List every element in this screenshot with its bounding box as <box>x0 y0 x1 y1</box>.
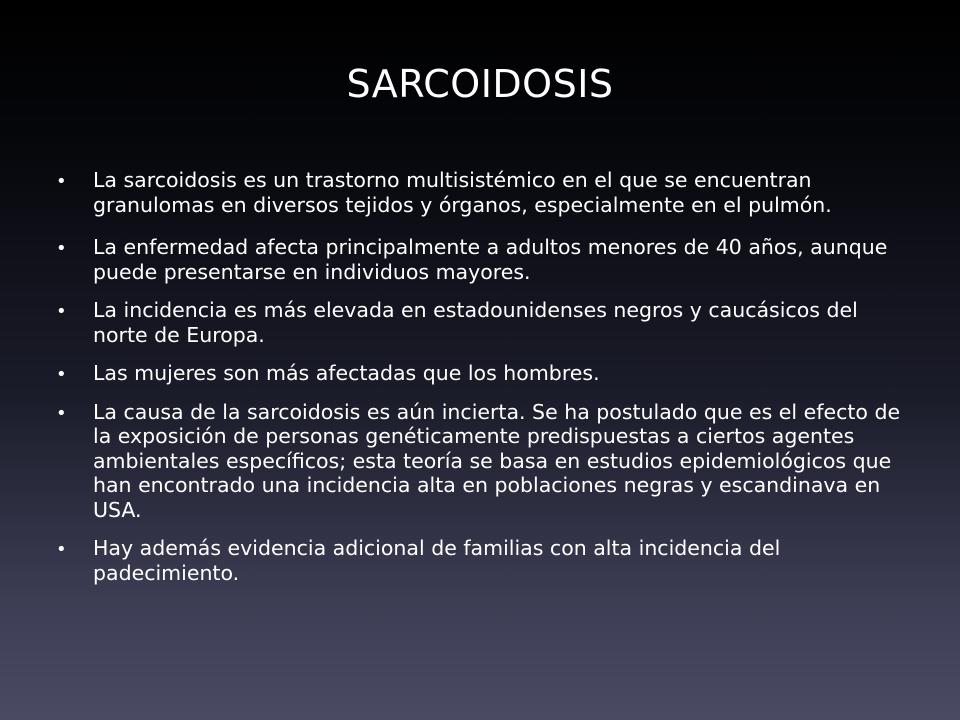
bullet-item <box>56 400 906 523</box>
bullet-item <box>56 298 906 347</box>
bullet-text: Hay además evidencia adicional de familias con alta incidencia del padecimiento. <box>93 536 781 585</box>
bullet-dot-icon: • <box>56 301 67 322</box>
bullet-text: La causa de la sarcoidosis es aún incierta. Se ha postulado que es el efecto de la exposición de personas genéticamente predispuestas a ciertos agentes ambientales específicos; esta teoría se basa en estudios epidemiológicos que han encontrado una incidencia alta en poblaciones negras y escandinava en USA. <box>93 399 901 522</box>
slide-title: SARCOIDOSIS <box>346 62 614 106</box>
bullet-item <box>56 168 906 217</box>
bullet-item <box>56 235 906 284</box>
bullet-dot-icon: • <box>56 402 67 424</box>
bullet-item <box>56 536 906 585</box>
bullet-list <box>56 168 906 599</box>
bullet-text: Las mujeres son más afectadas que los hombres. <box>93 361 600 385</box>
bullet-item <box>56 361 906 386</box>
bullet-dot-icon: • <box>56 539 67 560</box>
bullet-text: La enfermedad afecta principalmente a adultos menores de 40 años, aunque puede presentarse en individuos mayores. <box>93 235 888 284</box>
bullet-text: La sarcoidosis es un trastorno multisistémico en el que se encuentran granulomas en diversos tejidos y órganos, especialmente en el pulmón. <box>93 168 832 217</box>
bullet-text: La incidencia es más elevada en estadounidenses negros y caucásicos del norte de Europa. <box>93 298 858 347</box>
bullet-dot-icon: • <box>56 364 67 385</box>
bullet-dot-icon: • <box>56 238 67 259</box>
bullet-dot-icon: • <box>56 171 67 192</box>
